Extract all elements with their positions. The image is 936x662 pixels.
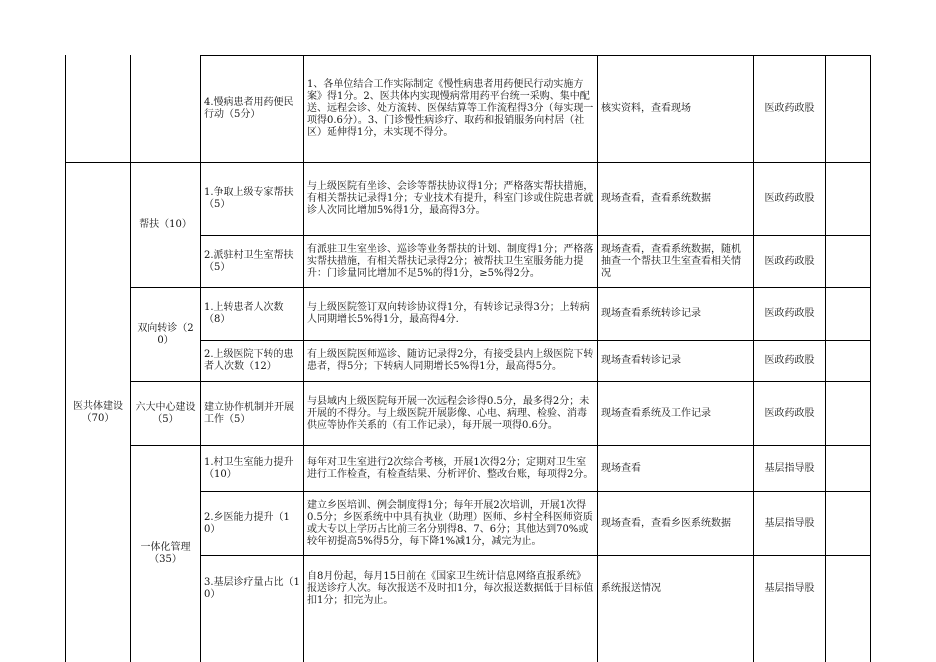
group-shuangxiang xyxy=(131,288,200,381)
group-yitihua xyxy=(131,446,200,662)
method-text: 系统报送情况 xyxy=(601,583,661,594)
group-shuangxiang-label: 双向转诊（20） xyxy=(137,322,194,346)
method-text: 核实资料，查看现场 xyxy=(601,103,691,114)
item-label: 1.争取上级专家帮扶（5） xyxy=(204,187,294,210)
grid-line xyxy=(825,55,826,662)
dept-text: 医政药政股 xyxy=(764,308,815,319)
dept-cell xyxy=(754,492,825,555)
item-label: 4.慢病患者用药便民行动（5分） xyxy=(204,97,294,120)
standard-text: 有上级医院医师巡诊、随访记录得2分，有接受县内上级医院下转患者，得5分；下转病人同期增长5%得1分，最高得5分。 xyxy=(307,349,594,372)
item-cell xyxy=(201,556,303,622)
group-liuda-label: 六大中心建设（5） xyxy=(135,401,196,425)
standard-cell xyxy=(304,556,597,622)
item-label: 建立协作机制并开展工作（5） xyxy=(204,401,294,425)
dept-cell xyxy=(754,288,825,340)
dept-text: 医政药政股 xyxy=(764,103,815,114)
group-yitihua-label: 一体化管理（35） xyxy=(140,542,191,565)
standard-cell xyxy=(304,56,597,162)
dept-cell xyxy=(754,236,825,287)
standard-text: 与上级医院签订双向转诊协议得1分，有转诊记录得3分；上转病人同期增长5%得1分，最高得4分. xyxy=(307,302,590,325)
item-cell xyxy=(201,492,303,555)
item-cell xyxy=(201,236,303,287)
method-text: 现场查看 xyxy=(601,462,641,474)
method-cell xyxy=(598,56,753,162)
standard-cell xyxy=(304,341,597,381)
method-text: 现场查看系统及工作记录 xyxy=(601,407,711,419)
method-cell xyxy=(598,341,753,381)
grid-line xyxy=(870,55,871,662)
standard-text: 1、各单位结合工作实际制定《慢性病患者用药便民行动实施方案》得1分。2、医共体内实现慢病常用药平台统一采购、集中配送、远程会诊、处方流转、医保结算等工作流程得3分（每实现一项得0.6分）。3、门诊慢性病诊疗、取药和报销服务向村居（社区）延伸得1分，未实现不得分。 xyxy=(307,79,594,138)
dept-cell xyxy=(754,341,825,381)
item-label: 2.上级医院下转的患者人次数（12） xyxy=(204,349,294,372)
group-bangfu-label: 帮扶（10） xyxy=(139,219,192,230)
item-cell xyxy=(201,341,303,381)
standard-cell xyxy=(304,382,597,445)
group-bangfu xyxy=(131,163,200,287)
dept-cell xyxy=(754,556,825,622)
item-label: 3.基层诊疗量占比（10） xyxy=(204,577,300,600)
item-label: 1.村卫生室能力提升（10） xyxy=(204,456,294,480)
item-cell xyxy=(201,382,303,445)
method-text: 现场查看，查看系统数据，随机抽查一个帮扶卫生室查看相关情况 xyxy=(601,243,741,279)
dept-text: 基层指导股 xyxy=(764,462,815,474)
method-text: 现场查看，查看系统数据 xyxy=(601,193,711,204)
group-main-label: 医共体建设（70） xyxy=(73,400,123,424)
standard-text: 每年对卫生室进行2次综合考核，开展1次得2分；定期对卫生室进行工作检查，有检查结果、分析评价、整改台账，每项得2分。 xyxy=(307,456,594,480)
standard-text: 有派驻卫生室坐诊、巡诊等业务帮扶的计划、制度得1分；严格落实帮扶措施，有相关帮扶记录得2分；被帮扶卫生室服务能力提升：门诊量同比增加不足5%的得1分，≥5%得2分。 xyxy=(307,243,594,279)
standard-cell xyxy=(304,446,597,491)
item-cell xyxy=(201,288,303,340)
group-main xyxy=(66,163,130,662)
method-cell xyxy=(598,163,753,235)
method-text: 现场查看，查看乡医系统数据 xyxy=(601,517,731,529)
method-cell xyxy=(598,288,753,340)
dept-text: 医政药政股 xyxy=(764,407,815,419)
standard-text: 与上级医院有坐诊、会诊等帮扶协议得1分；严格落实帮扶措施，有相关帮扶记录得1分；专业技术有提升，科室门诊或住院患者就诊人次同比增加5%得1分，最高得3分。 xyxy=(307,181,594,216)
group-liuda xyxy=(131,382,200,445)
method-cell xyxy=(598,382,753,445)
item-cell xyxy=(201,163,303,235)
standard-cell xyxy=(304,288,597,340)
standard-cell xyxy=(304,236,597,287)
item-cell xyxy=(201,56,303,162)
method-text: 现场查看系统转诊记录 xyxy=(601,308,701,319)
standard-cell xyxy=(304,163,597,235)
standard-text: 建立乡医培训、例会制度得1分；每年开展2次培训，开展1次得0.5分；乡医系统中中具有执业（助理）医师、乡村全科医师资质或大专以上学历占比前三名分别得8、7、6分；其他达到70%或较年初提高5%得5分，每下降1%减1分，减完为止。 xyxy=(307,499,593,547)
item-label: 2.乡医能力提升（10） xyxy=(204,511,290,535)
dept-text: 医政药政股 xyxy=(764,355,815,366)
method-text: 现场查看转诊记录 xyxy=(601,355,681,366)
dept-cell xyxy=(754,56,825,162)
item-label: 1.上转患者人次数（8） xyxy=(204,302,284,325)
method-cell xyxy=(598,556,753,622)
item-label: 2.派驻村卫生室帮扶（5） xyxy=(204,249,294,273)
dept-text: 基层指导股 xyxy=(764,583,815,594)
dept-cell xyxy=(754,382,825,445)
method-cell xyxy=(598,236,753,287)
dept-text: 医政药政股 xyxy=(764,193,815,204)
dept-cell xyxy=(754,446,825,491)
standard-cell xyxy=(304,492,597,555)
dept-cell xyxy=(754,163,825,235)
item-cell xyxy=(201,446,303,491)
method-cell xyxy=(598,492,753,555)
standard-text: 自8月份起，每月15日前在《国家卫生统计信息网络直报系统》报送诊疗人次。每次报送不及时扣1分，每次报送数据低于目标值扣1分；扣完为止。 xyxy=(307,571,594,606)
method-cell xyxy=(598,446,753,491)
dept-text: 医政药政股 xyxy=(764,255,815,267)
dept-text: 基层指导股 xyxy=(764,517,815,529)
standard-text: 与县域内上级医院每开展一次远程会诊得0.5分，最多得2分；未开展的不得分。与上级医院开展影像、心电、病理、检验、消毒供应等协作关系的（有工作记录），每开展一项得0.6分。 xyxy=(307,395,590,431)
